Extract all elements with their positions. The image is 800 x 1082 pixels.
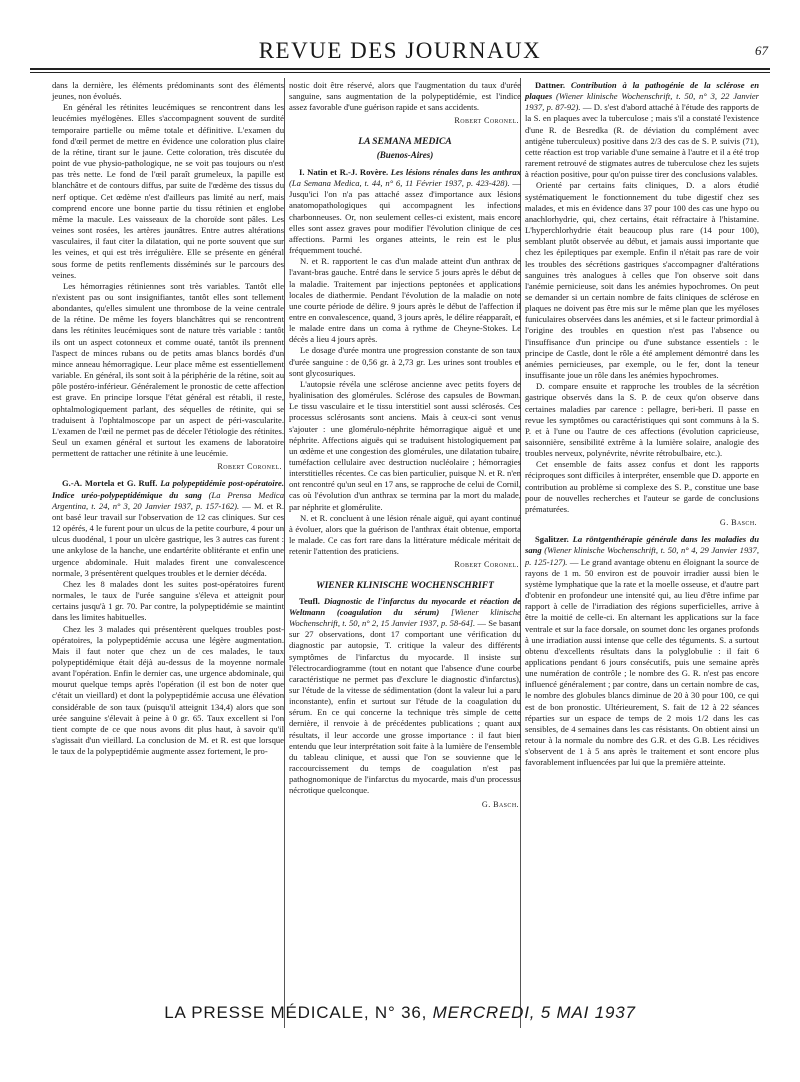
paragraph: nostic doit être réservé, alors que l'augmentation du taux d'urée sanguine, sans augmentation de la polypeptidémie, est l'indice assez favorable d'une guérison rapide et sans accidents.: [289, 80, 521, 113]
article-authors: Dattner.: [535, 80, 565, 90]
footer-issue: LA PRESSE MÉDICALE, N° 36,: [164, 1003, 428, 1022]
paragraph: Orienté par certains faits cliniques, D. a alors étudié systématiquement le fonctionnement du tube digestif chez ses malades, et mis en évidence dans 37 pour 100 des cas une hypo ou anachlorhydrie, qui, chez certains, était réfractaire à l'histamine. L'hyperchlorhydrie était beaucoup plus rare (14 pour 100), semblant plutôt observée au début, et jamais aussi importante que chez les épileptiques par exemple. Enfin il n'était pas rare de voir les troubles des sécrétions gastriques s'accompagner d'altérations sanguines très analogues à celles que l'on observe soit dans l'anémie pernicieuse, soit dans les anémies hypochromes. On peut se demander si un certain nombre de faits cliniques de sclérose en plaques ne doivent pas être mis sur le même plan que les myéloses funiculaires observées dans les anémies, et si le facteur primordial à l'origine des troubles en question n'est pas l'absence ou l'insuffisance d'un principe ou d'une substance essentiels : le principe de Castle, dont le rôle a été amplement démontré dans les anémies pernicieuses, par exemple, ou le fer, dont la teneur insuffisante joue un rôle dans les anémies hypochromes.: [525, 180, 759, 381]
article-body: — Le grand avantage obtenu en éloignant la source de rayons de 1 m. 50 environ est de pouvoir irradier aussi bien le système lymphatique que la rate et la moelle osseuse, et d'autre part d'obtenir en profondeur une intensité qui, au lieu d'être infime par rapport à celle de l'irradiation des régions superficielles, arrive à être la moitié de celle-ci. En alternant les applications sur la face ventrale et sur la face dorsale, on soumet donc les organes profonds à une irradiation aussi intense que celle des téguments. S. a surtout obtenu d'excellents résultats dans la polyglobulie : il fait 6 applications pendant 6 jours consécutifs, puis une semaine après une numération de contrôle ; le nombre des G. R. n'est pas encore influencé généralement ; par contre, dans un certain nombre de cas, le nombre des globules blancs diminue de 20 à 30 pour 100, ce qui est de bon pronostic. Ultérieurement, S. fait de 12 à 22 séances réparties sur un espace de temps de 2 mois 1/2 dans les cas sensibles, de 4 semaines dans les cas résistants. On obtient ainsi un retour à la normale du nombre des G.R. et des G.B. Les récidives s'observent de 1 à 5 ans après le traitement et sont encore plus favorablement influencées par lui que la première atteinte.: [525, 556, 759, 768]
author-signature: G. Basch.: [719, 518, 757, 528]
article-title: La röntgenthérapie générale dans les maladies du sang: [525, 534, 759, 556]
paragraph: N. et R. rapportent le cas d'un malade atteint d'un anthrax de l'avant-bras gauche. Entré dans le service 5 jours après le début de la maladie. Traitement par injections peptonées et applications locales de diathermie. Pendant l'évolution de la maladie on note une courte période de délire. 9 jours après le début de l'affection il entre en convalescence, quand, 3 jours après, le délire réapparaît, et le malade entre dans un coma à rythme de Cheyne-Stokes. Le décès a lieu 4 jours après.: [289, 256, 521, 345]
paragraph: Cet ensemble de faits assez confus et dont les rapports réciproques sont difficiles à interpréter, ensemble que D. apporte en contribution au problème si complexe des S. P., constitue une base pour de nouvelles recherches et l'auteur se garde de conclusions prématurées.: [525, 459, 759, 514]
section-heading: LA SEMANA MEDICA: [358, 136, 452, 147]
article-reference: (La Prensa Medica Argentina, t. 24, n° 3, 20 Janvier 1937, p. 157-162).: [52, 489, 284, 511]
article-title: Diagnostic de l'infarctus du myocarde et réaction de Weltmann (coagulation du sérum): [289, 595, 521, 617]
article-body: — Se basant sur 27 observations, dont 17 comportant une vérification du diagnostic par autopsie, T. critique la valeur des différents symptômes de l'infarctus du myocarde. Il insiste sur l'électrocardiogramme (tout en notant que l'absence d'une courbe caractéristique ne permet pas d'exclure le diagnostic d'infarctus), sur l'étude de la vitesse de sédimentation (dont la valeur lui a paru inconstante), enfin et surtout sur l'étude de la coagulation du sérum. En ce qui concerne la technique très simple de cette dernière, il renvoie à de précédentes publications ; quant aux résultats, il leur accorde une grosse importance : il faut bien entendu que leur interprétation soit faite à la lumière de l'ensemble du tableau clinique, et aussi que l'on se souvienne que le raccourcissement du temps de coagulation n'est pas pathognomonique de l'infarctus du myocarde, mais d'un processus nécrotique quelconque.: [289, 618, 521, 796]
paragraph: N. et R. concluent à une lésion rénale aiguë, qui ayant continué à évoluer, alors que la guérison de l'anthrax était obtenue, emporta le malade. Ce cas fort rare dans la littérature médicale méritait de retenir l'attention des praticiens.: [289, 512, 521, 557]
paragraph: Chez les 3 malades qui présentèrent quelques troubles post-opératoires, la polypeptidémie accusa une légère augmentation. Mais il faut noter que chez un de ces malades, le taux polypeptidémique était déjà au-dessus de la moyenne normale avant l'opération. Enfin le dernier cas, une urgence abdominale, qui mourut quelque temps après l'opération (il est bon de noter que c'était un vieillard) et dont la polypeptidémie accusa une élévation considérable de son taux (puisqu'il atteignit 134,4) alors que son urée sanguine s'élevait à peine à 0 gr. 65. Taux excellent si l'on tient compte de ce que nous avons dit plus haut, à savoir qu'il s'agissait d'un vieillard. La conclusion de M. et R. est que lorsque le taux de la polypeptidémie augmente assez fortement, le pro-: [52, 623, 284, 757]
article-heading: [289, 167, 521, 256]
article-authors: Teufl.: [299, 595, 320, 606]
journal-section-title: REVUE DES JOURNAUX: [258, 38, 542, 63]
author-signature: Robert Coronel.: [217, 462, 282, 472]
article-reference: (Wiener klinische Wochenschrift, t. 50, n° 3, 22 Janvier 1937, p. 87-92).: [525, 91, 759, 113]
article-heading: [289, 596, 521, 797]
paragraph: L'autopsie révéla une sclérose ancienne avec petits foyers de hyalinisation des glomérules. Sclérose des capsules de Bowman. Le tissu vasculaire et le tissu interstitiel sont aussi sclérosés. Ces processus sclérosants sont anciens. Mais à ceux-ci sont venus s'ajouter : une glomérulo-néphrite hémorragique aiguë et une néphrite. Affections aiguës qui se traduisent histologiquement par un œdème et une congestion des glomérules, une dilatation tubaire, tuméfaction cellulaire avec destruction nucléolaire ; hémorragies interstitielles récentes. Ce cas bien particulier, puisque N. et R. n'en ont rencontré qu'un seul en 17 ans, se rapproche de celui de Cornil, cas où l'évolution d'un anthrax se termina par la mort du malade, par néphrite et glomérulite.: [289, 378, 521, 512]
section-heading: WIENER KLINISCHE WOCHENSCHRIFT: [316, 580, 494, 591]
article-authors: I. Natin et R.-J. Rovère.: [299, 166, 389, 177]
page-number: 67: [755, 43, 768, 58]
article-authors: G.-A. Mortela et G. Ruff.: [62, 478, 158, 489]
article-authors: Sgalitzer.: [535, 534, 569, 545]
author-signature: G. Basch.: [481, 799, 519, 809]
paragraph: D. compare ensuite et rapproche les troubles de la sécrétion gastrique observés dans la S. P. de ceux qu'on observe dans certaines maladies par carence : pellagre, beri-beri. Il passe en revue les symptômes ou caractéristiques qui sont communs à la S. P. et à l'une ou l'autre de ces affections (évolution capricieuse, saisonnière, sensibilité extrême à la lumière solaire, analogie des troubles nerveux, polynévrite, névrite rétrobulbaire, etc.).: [525, 381, 759, 459]
column-2: [289, 80, 521, 816]
article-title: La polypeptidémie post-opératoire. Indice uréo-polypeptidémique du sang: [52, 478, 284, 500]
article-heading: [525, 534, 759, 768]
header-rule-thick: [30, 68, 770, 70]
article-body: — M. et R. ont basé leur travail sur l'observation de 12 cas cliniques. Sur ces 12 opérés, 4 le furent pour un ulcus de la petite courbure, 4 pour un ulcus duodénal, 1 pour un ulcère gastrique, les 3 autres cas furent : une ankylose de la hanche, une endartérite oblitérante et enfin une urgence abdominale. Huit malades firent une convalescence normale, 3 présentèrent quelques troubles et le dernier décéda.: [52, 500, 284, 578]
article-body: — D. s'est d'abord attaché à l'étude des rapports de la S. en plaques avec la tuberculose ; mais s'il a constaté l'existence d'une R. de Besredka (R. de déviation du complément avec antigène tuberculeux) positive dans 2/3 des cas de S. P. suivis (71), cette réaction est trop variable d'une semaine à l'autre et il a été trop rarement retrouvé de stigmates autres de tuberculose chez les sujets à réaction positive, pour qu'on puisse tirer des conclusions valables.: [525, 102, 759, 180]
column-divider-1: [284, 78, 285, 1028]
paragraph: Les hémorragies rétiniennes sont très variables. Tantôt elle n'existent pas ou sont insignifiantes, tantôt elles sont tellement abondantes, qu'elles simulent une thrombose de la veine centrale de la rétine. De même les foyers blanchâtres qui se rencontrent dans les rétinites leucémiques sont de nature très variable : tantôt ils ont un aspect cotonneux et comme ouaté, tantôt ils prennent l'aspect de minces rubans ou de petits amas blancs bordés d'un mince anneau hémorragique. Leur place même est essentiellement variable. En général, ils sont soit à la périphérie de la rétine, soit au pôle postéro-inférieur. Généralement le pronostic de cette affection est grave. En principe lorsque l'état général est rétabli, il reste, ophtalmologiquement parlant, des séquelles de rétinite, qui se traduisent à l'ophtalmoscope par un aspect de péri-vascularite. L'examen de l'œil ne permet pas de déceler l'étiologie des rétinites. Seul un examen général et surtout les examens de laboratoire permettent de rattacher une rétinite à une leucémie.: [52, 280, 284, 459]
article-body: — Jusqu'ici l'on n'a pas attaché assez d'importance aux lésions anatomopathologiques qui accompagnent les infections charbonneuses. Or, non seulement celles-ci existent, mais encore elles sont assez graves pour modifier l'évolution clinique de ces affections. Parmi les organes atteints, le rein est le plus fréquemment touché.: [289, 178, 521, 256]
article-reference: [Wiener klinische Wochenschrift, t. 50, n° 2, 15 Janvier 1937, p. 58-64].: [289, 606, 521, 629]
paragraph: Chez les 8 malades dont les suites post-opératoires furent normales, le taux de l'urée sanguine s'éleva et atteignit pour certains jusqu'à 1 gr. 70. Par contre, la polypeptidémie se maintint dans les limites habituelles.: [52, 578, 284, 623]
paragraph: dans la dernière, les éléments prédominants sont des éléments jeunes, non évolués.: [52, 80, 284, 102]
column-3: [525, 80, 759, 769]
article-heading: [525, 80, 759, 180]
paragraph: Le dosage d'urée montra une progression constante de son taux d'urée sanguine : de 0,56 gr. à 2,73 gr. Les urines sont troubles et sont glycosuriques.: [289, 345, 521, 378]
article-reference: (Wiener klinische Wochenschrift, t. 50, n° 4, 29 Janvier 1937, p. 125-127).: [525, 545, 759, 567]
footer-date: MERCREDI, 5 MAI 1937: [432, 1003, 636, 1022]
section-subheading: (Buenos-Aires): [376, 149, 434, 160]
author-signature: Robert Coronel.: [454, 560, 519, 570]
page-header: [30, 38, 770, 68]
article-heading: [52, 478, 284, 578]
article-title: Les lésions rénales dans les anthrax: [390, 166, 521, 177]
page-footer: [0, 1003, 800, 1023]
article-title: Contribution à la pathogénie de la sclérose en plaques: [525, 80, 759, 102]
column-1: [52, 80, 284, 757]
header-rule-thin: [30, 72, 770, 73]
article-reference: (La Semana Medica, t. 44, n° 6, 11 Février 1937, p. 423-428).: [289, 178, 510, 189]
author-signature: Robert Coronel.: [454, 116, 519, 126]
paragraph: En général les rétinites leucémiques se rencontrent dans les leucémies myélogènes. Elles s'accompagnent souvent de surdité temporaire partielle ou même totale et définitive. L'examen du fond d'œil permet de mettre en évidence une coloration plus claire de la rétine, tirant sur le jaune. Cette coloration, très discutée du point de vue physio-pathologique, ne se voit pas toujours ou n'est pas très nette. Le fond de l'œil paraît grumeleux, la papille est blanchâtre et de contours diffus, par suite de l'œdème des tissus du nerf optique. Cet œdème n'est d'ailleurs pas limité au nerf, mais comprend encore une bonne partie du tissu rétinien et englobe même la macule. Les vaisseaux de la choroïde sont pâles. Les veines sont rosées, les artères jaunâtres. Entre autres altérations vasculaires, il faut citer la dilatation, qui ne porte souvent que sur les veines, et qui est très irrégulière. Elle se présente en général sous forme de petits renflements disséminés sur le parcours des veines.: [52, 102, 284, 280]
